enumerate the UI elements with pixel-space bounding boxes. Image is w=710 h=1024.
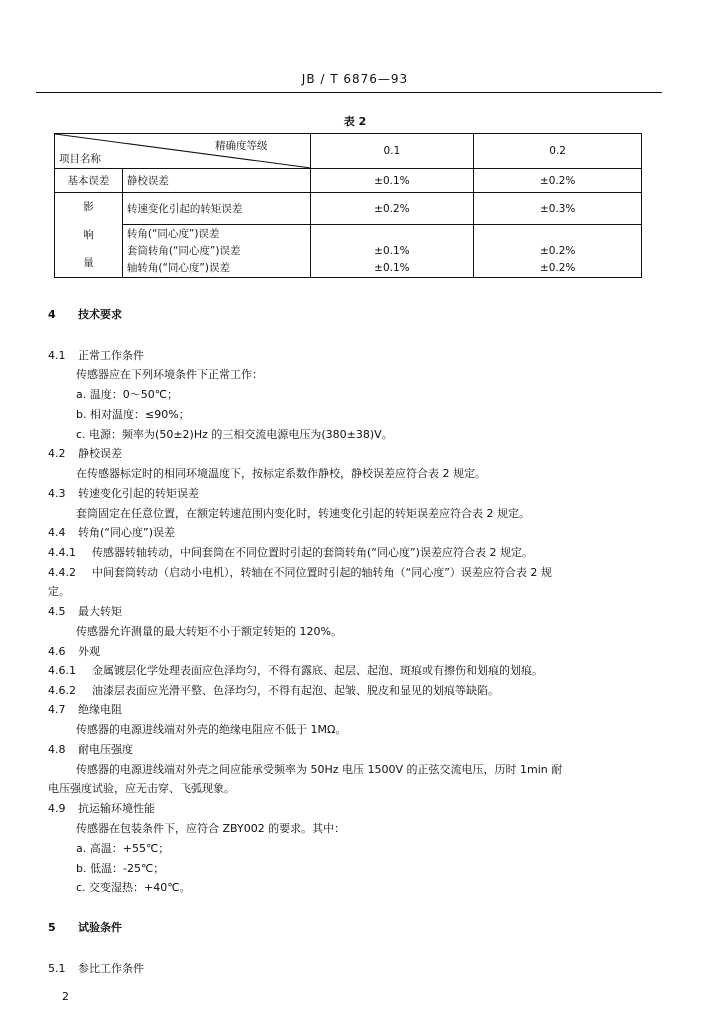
paragraph: 传感器应在下列环境条件下正常工作： <box>76 368 263 381</box>
table-cell: ±0.2% <box>474 169 642 193</box>
grade-0-2-header: 0.2 <box>474 134 642 169</box>
section-4-3-heading: 4.3 转速变化引起的转矩误差 <box>48 487 199 500</box>
section-4-heading: 4 技术要求 <box>48 308 122 321</box>
section-4-2-heading: 4.2 静校误差 <box>48 447 122 460</box>
diagonal-header-cell <box>55 134 311 169</box>
static-cal-error-item: 静校误差 <box>122 169 310 193</box>
angle-error-item: 轴转角(“同心度”)误差 <box>126 261 230 274</box>
influence-char: 影 <box>83 201 94 213</box>
paragraph: 电压强度试验，应无击穿、飞弧现象。 <box>48 782 235 795</box>
influence-category <box>55 193 123 278</box>
list-item: a. 高温：+55℃； <box>76 842 170 855</box>
angle-error-item: 套筒转角(“同心度”)误差 <box>126 244 241 257</box>
table-header-row <box>55 134 642 169</box>
grade-0-1-header: 0.1 <box>310 134 474 169</box>
list-item: c. 交变湿热：+40℃。 <box>76 881 191 894</box>
paragraph: 传感器允许测量的最大转矩不小于额定转矩的 120%。 <box>76 625 342 638</box>
accuracy-table <box>54 133 642 278</box>
paragraph: 套筒固定在任意位置，在额定转速范围内变化时，转速变化引起的转矩误差应符合表 2 规定。 <box>76 507 530 520</box>
basic-error-category: 基本误差 <box>55 169 123 193</box>
paragraph: 传感器在包装条件下，应符合 ZBY002 的要求。其中： <box>76 822 346 835</box>
table-cell: ±0.3% <box>474 193 642 225</box>
speed-torque-error-item: 转速变化引起的转矩误差 <box>122 193 310 225</box>
list-item: b. 低温：-25℃； <box>76 862 165 875</box>
table-cell <box>478 226 637 243</box>
angle-error-values-0-1 <box>310 225 474 278</box>
paragraph: 定。 <box>48 585 70 598</box>
table-row <box>55 193 642 225</box>
table-cell: ±0.1% <box>374 261 410 274</box>
section-4-6-2: 4.6.2 油漆层表面应光滑平整、色泽均匀，不得有起泡、起皱、脱皮和显见的划痕等缺陷。 <box>48 684 499 697</box>
table-cell: ±0.2% <box>539 261 576 274</box>
paragraph: 在传感器标定时的相同环境温度下，按标定系数作静校，静校误差应符合表 2 规定。 <box>76 467 486 480</box>
section-4-4-heading: 4.4 转角(“同心度”)误差 <box>48 526 175 539</box>
section-4-1-heading: 4.1 正常工作条件 <box>48 349 144 362</box>
section-4-7-heading: 4.7 绝缘电阻 <box>48 703 122 716</box>
table-caption: 表 2 <box>343 115 367 128</box>
section-4-8-heading: 4.8 耐电压强度 <box>48 743 133 756</box>
section-5-1-heading: 5.1 参比工作条件 <box>48 962 144 975</box>
precision-grade-label: 精确度等级 <box>215 140 268 152</box>
section-4-9-heading: 4.9 抗运输环境性能 <box>48 802 155 815</box>
section-4-6-1: 4.6.1 金属镀层化学处理表面应色泽均匀，不得有露底、起层、起泡、斑痕或有擦伤和划痕的划痕。 <box>48 664 543 677</box>
list-item: b. 相对温度：≤90%； <box>76 408 190 421</box>
table-row <box>55 169 642 193</box>
angle-error-items <box>122 225 310 278</box>
paragraph: 传感器的电源进线端对外壳的绝缘电阻应不低于 1MΩ。 <box>76 723 347 736</box>
list-item: a. 温度：0～50℃； <box>76 388 179 401</box>
page-number: 2 <box>62 990 69 1003</box>
list-item: c. 电源：频率为(50±2)Hz 的三相交流电源电压为(380±38)V。 <box>76 428 393 441</box>
table-cell <box>315 226 470 243</box>
section-4-4-2: 4.4.2 中间套筒转动（启动小电机），转轴在不同位置时引起的轴转角（“同心度”）误差应符合表 2 规 <box>48 566 552 579</box>
doc-header: JB / T 6876—93 <box>301 72 409 86</box>
angle-error-values-0-2 <box>474 225 642 278</box>
item-name-label: 项目名称 <box>59 153 101 165</box>
table-cell: ±0.2% <box>539 244 576 257</box>
table-cell: ±0.2% <box>310 193 474 225</box>
section-5-heading: 5 试验条件 <box>48 921 122 934</box>
paragraph: 传感器的电源进线端对外壳之间应能承受频率为 50Hz 电压 1500V 的正弦交流电压，历时 1min 耐 <box>76 763 563 776</box>
header-rule <box>36 92 662 93</box>
influence-char: 量 <box>83 257 94 269</box>
table-cell: ±0.1% <box>374 244 410 257</box>
section-4-4-1: 4.4.1 传感器转轴转动，中间套筒在不同位置时引起的套筒转角(“同心度”)误差应符合表 2 规定。 <box>48 546 533 559</box>
section-4-6-heading: 4.6 外观 <box>48 645 100 658</box>
table-row <box>55 225 642 278</box>
section-4-5-heading: 4.5 最大转矩 <box>48 605 122 618</box>
influence-char: 响 <box>83 229 94 241</box>
angle-error-item: 转角(“同心度”)误差 <box>126 227 220 240</box>
table-cell: ±0.1% <box>310 169 474 193</box>
